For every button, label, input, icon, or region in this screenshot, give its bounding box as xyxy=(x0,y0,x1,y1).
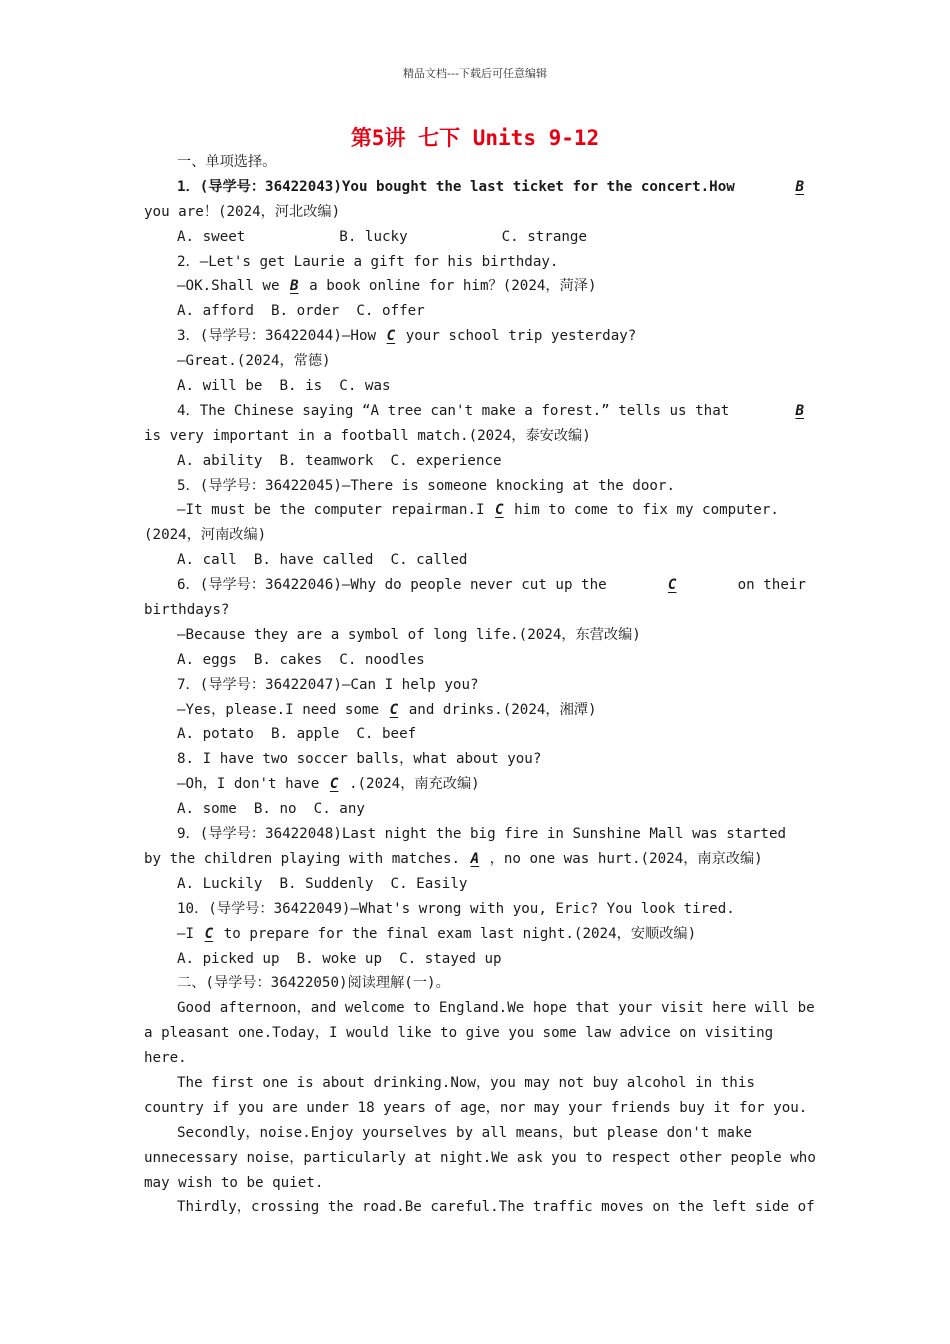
document-body xyxy=(144,150,816,1220)
question-text: —Great.(2024，常德) xyxy=(177,353,331,370)
answer-options: A. call B. have called C. called xyxy=(177,552,468,569)
page-title: 第5讲 七下 Units 9-12 xyxy=(350,126,600,150)
question-text: birthdays? xyxy=(144,602,230,619)
question-text: is very important in a football match.(2024，泰安改编) xyxy=(144,427,591,444)
question-7: 7．(导学号：36422047)—Can I help you? xyxy=(177,676,479,693)
passage-line: here. xyxy=(144,1050,187,1067)
passage-line: a pleasant one.Today，I would like to give you some law advice on visiting xyxy=(144,1025,774,1042)
question-text xyxy=(144,274,806,299)
passage-line: may wish to be quiet. xyxy=(144,1174,324,1191)
question-text: —Because they are a symbol of long life.(2024，东营改编) xyxy=(177,626,641,643)
question-text: you are！(2024，河北改编) xyxy=(144,203,341,220)
section-heading: 二、(导学号：36422050)阅读理解(一)。 xyxy=(177,975,450,992)
text-segment: —Oh，I don't have xyxy=(177,776,328,793)
answer-mark: C xyxy=(386,328,396,345)
passage-line: country if you are under 18 years of age，nor may your friends buy it for you. xyxy=(144,1099,808,1116)
passage-line: Good afternoon，and welcome to England.We hope that your visit here will be xyxy=(177,1000,815,1017)
passage-line: The first one is about drinking.Now，you may not buy alcohol in this xyxy=(177,1074,755,1091)
section-heading: 一、单项选择。 xyxy=(177,154,277,170)
text-segment: him to come to fix my computer. xyxy=(505,502,779,519)
question-3 xyxy=(144,324,806,349)
answer-mark: C xyxy=(495,502,504,519)
question-8: 8. I have two soccer balls，what about you? xyxy=(177,751,542,768)
answer-mark: B xyxy=(795,402,804,419)
text-segment: 3．(导学号：36422044)—How xyxy=(177,328,385,345)
text-segment: —Yes，please.I need some xyxy=(177,701,388,718)
question-text xyxy=(144,698,806,723)
text-segment: your school trip yesterday? xyxy=(397,328,637,345)
passage-line: Thirdly，crossing the road.Be careful.The traffic moves on the left side of xyxy=(177,1199,815,1216)
answer-mark: C xyxy=(329,776,339,793)
question-text: 6．(导学号：36422046)—Why do people never cut up the xyxy=(177,577,607,594)
question-text: 1．(导学号：36422043)You bought the last ticket for the concert.How xyxy=(177,178,735,195)
header-note: 精品文档---下载后可任意编辑 xyxy=(403,67,547,80)
answer-mark: C xyxy=(204,925,214,942)
question-text: on their xyxy=(737,577,806,594)
question-text xyxy=(144,772,806,797)
answer-options: A. sweet B. lucky C. strange xyxy=(177,228,587,245)
text-segment: a book online for him？(2024，菏泽) xyxy=(300,278,597,295)
answer-options: A. Luckily B. Suddenly C. Easily xyxy=(177,875,468,892)
answer-options: A. will be B. is C. was xyxy=(177,378,391,395)
question-text xyxy=(144,847,806,872)
answer-mark: C xyxy=(667,577,677,594)
question-10: 10．(导学号：36422049)—What's wrong with you, Eric? You look tired. xyxy=(177,900,735,917)
text-segment: by the children playing with matches. xyxy=(144,850,469,867)
question-1 xyxy=(144,175,806,200)
text-segment: —It must be the computer repairman.I xyxy=(177,502,494,519)
answer-options: A. afford B. order C. offer xyxy=(177,303,425,320)
text-segment: —OK.Shall we xyxy=(177,278,289,295)
passage-line: Secondly，noise.Enjoy yourselves by all means，but please don't make xyxy=(177,1124,753,1141)
passage-line: unnecessary noise，particularly at night.We ask you to respect other people who xyxy=(144,1149,816,1166)
answer-options: A. picked up B. woke up C. stayed up xyxy=(177,950,502,967)
text-segment: and drinks.(2024，湘潭) xyxy=(400,701,597,718)
text-segment: ，no one was hurt.(2024，南京改编) xyxy=(481,850,763,867)
question-9: 9．(导学号：36422048)Last night the big fire in Sunshine Mall was started xyxy=(177,826,787,843)
question-text: (2024，河南改编) xyxy=(144,527,267,544)
answer-mark: B xyxy=(795,178,804,195)
answer-mark: B xyxy=(290,278,299,295)
question-text: 4．The Chinese saying “A tree can't make a forest.” tells us that xyxy=(177,402,730,419)
text-segment: to prepare for the final exam last night.(2024，安顺改编) xyxy=(215,925,697,942)
text-segment: —I xyxy=(177,925,203,942)
answer-mark: A xyxy=(470,850,480,867)
question-4 xyxy=(144,399,806,424)
answer-options: A. potato B. apple C. beef xyxy=(177,726,417,743)
question-text xyxy=(144,498,806,523)
answer-options: A. eggs B. cakes C. noodles xyxy=(177,651,425,668)
answer-options: A. some B. no C. any xyxy=(177,801,365,818)
question-5: 5．(导学号：36422045)—There is someone knocking at the door. xyxy=(177,477,676,494)
answer-options: A. ability B. teamwork C. experience xyxy=(177,452,502,469)
question-2: 2．—Let's get Laurie a gift for his birthday. xyxy=(177,253,559,270)
answer-mark: C xyxy=(389,701,399,718)
question-6 xyxy=(144,573,806,598)
question-text xyxy=(144,922,806,947)
text-segment: .(2024，南充改编) xyxy=(340,776,480,793)
